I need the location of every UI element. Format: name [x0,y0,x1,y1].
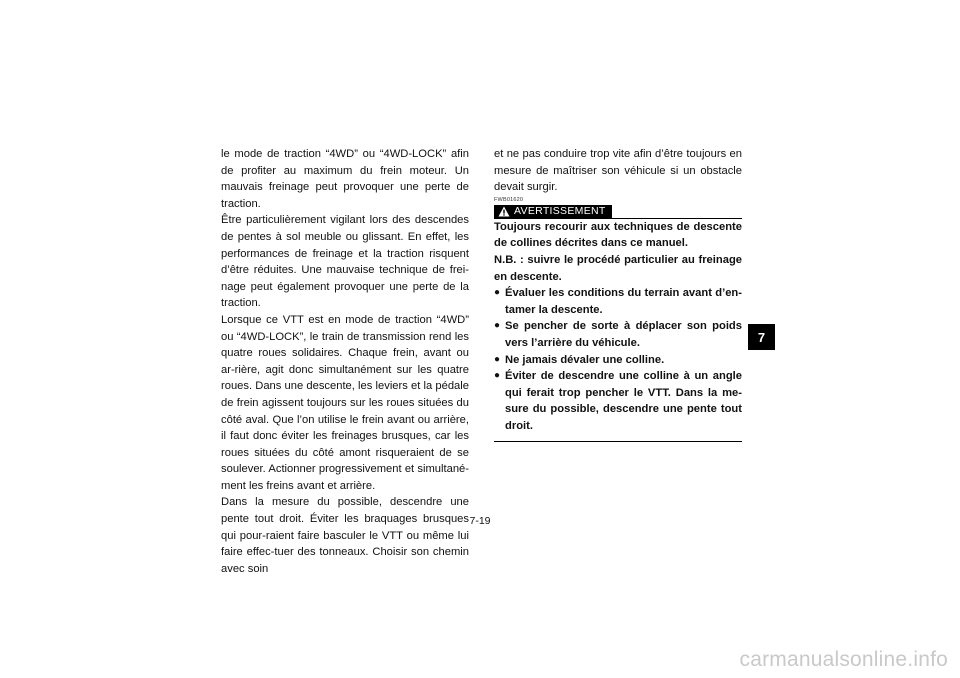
chapter-tab: 7 [748,324,775,350]
paragraph: Lorsque ce VTT est en mode de traction “4WD” ou “4WD-LOCK”, le train de transmission rend les quatre roues solidaires. Chaque frein, avant ou ar-rière, agit donc simultanément sur les quatre roues. Dans une descente, les leviers et la pédale de frein agissent toujours sur les roues situées du côté aval. Que l’on utilise le frein avant ou arrière, il faut donc éviter les freinages brusques, car les roues situées du côté amont risqueraient de se soulever. Actionner progressivement et simultané-ment les freins avant et arrière. [221,313,469,492]
list-item [494,368,742,434]
list-item [494,285,742,318]
paragraph: et ne pas conduire trop vite afin d’être toujours en mesure de maîtriser son véhicule si un obstacle devait surgir. [494,148,742,194]
paragraph: Dans la mesure du possible, descendre une pente tout droit. Éviter les braquages brusques qui pour-raient faire basculer le VTT ou même lui faire effec-tuer des tonneaux. Choisir son chemin avec soin [221,496,469,575]
bullet-icon: ● [494,320,501,332]
bullet-icon: ● [494,353,501,365]
left-column [221,146,469,577]
warning-text: AVERTISSEMENT [514,205,606,218]
right-column [494,146,742,442]
list-item-text: Ne jamais dévaler une colline. [505,353,665,366]
list-item-text: Évaluer les conditions du terrain avant d’en-tamer la descente. [505,287,742,316]
warning-label [494,205,612,219]
warning-end-rule [494,441,742,442]
bullet-icon: ● [494,370,501,382]
note-paragraph: N.B. : suivre le procédé particulier au freinage en descente. [494,253,742,283]
paragraph: Être particulièrement vigilant lors des descendes de pentes à sol meuble ou glissant. En effet, les performances de freinage et la traction risquent d’être réduites. Une mauvaise technique de frei-nage peut également provoquer une perte de la traction. [221,214,469,310]
warning-header [494,205,742,219]
reference-code: FWB01620 [494,196,524,203]
list-item [494,352,742,369]
warning-triangle-icon [498,206,510,217]
watermark: carmanualsonline.info [739,648,948,671]
page-number: 7-19 [469,515,491,527]
bullet-icon: ● [494,287,501,299]
list-item-text: Se pencher de sorte à déplacer son poids vers l’arrière du véhicule. [505,320,742,349]
list-item [494,318,742,351]
list-item-text: Éviter de descendre une colline à un angle qui ferait trop pencher le VTT. Dans la me-sure du possible, descendre une pente tout droit. [505,370,742,432]
warning-body [494,219,742,285]
paragraph: le mode de traction “4WD” ou “4WD-LOCK” afin de profiter au maximum du frein moteur. Un mauvais freinage peut provoquer une perte de traction. [221,148,469,210]
warning-paragraph: Toujours recourir aux techniques de descente de collines décrites dans ce manuel. [494,220,742,250]
